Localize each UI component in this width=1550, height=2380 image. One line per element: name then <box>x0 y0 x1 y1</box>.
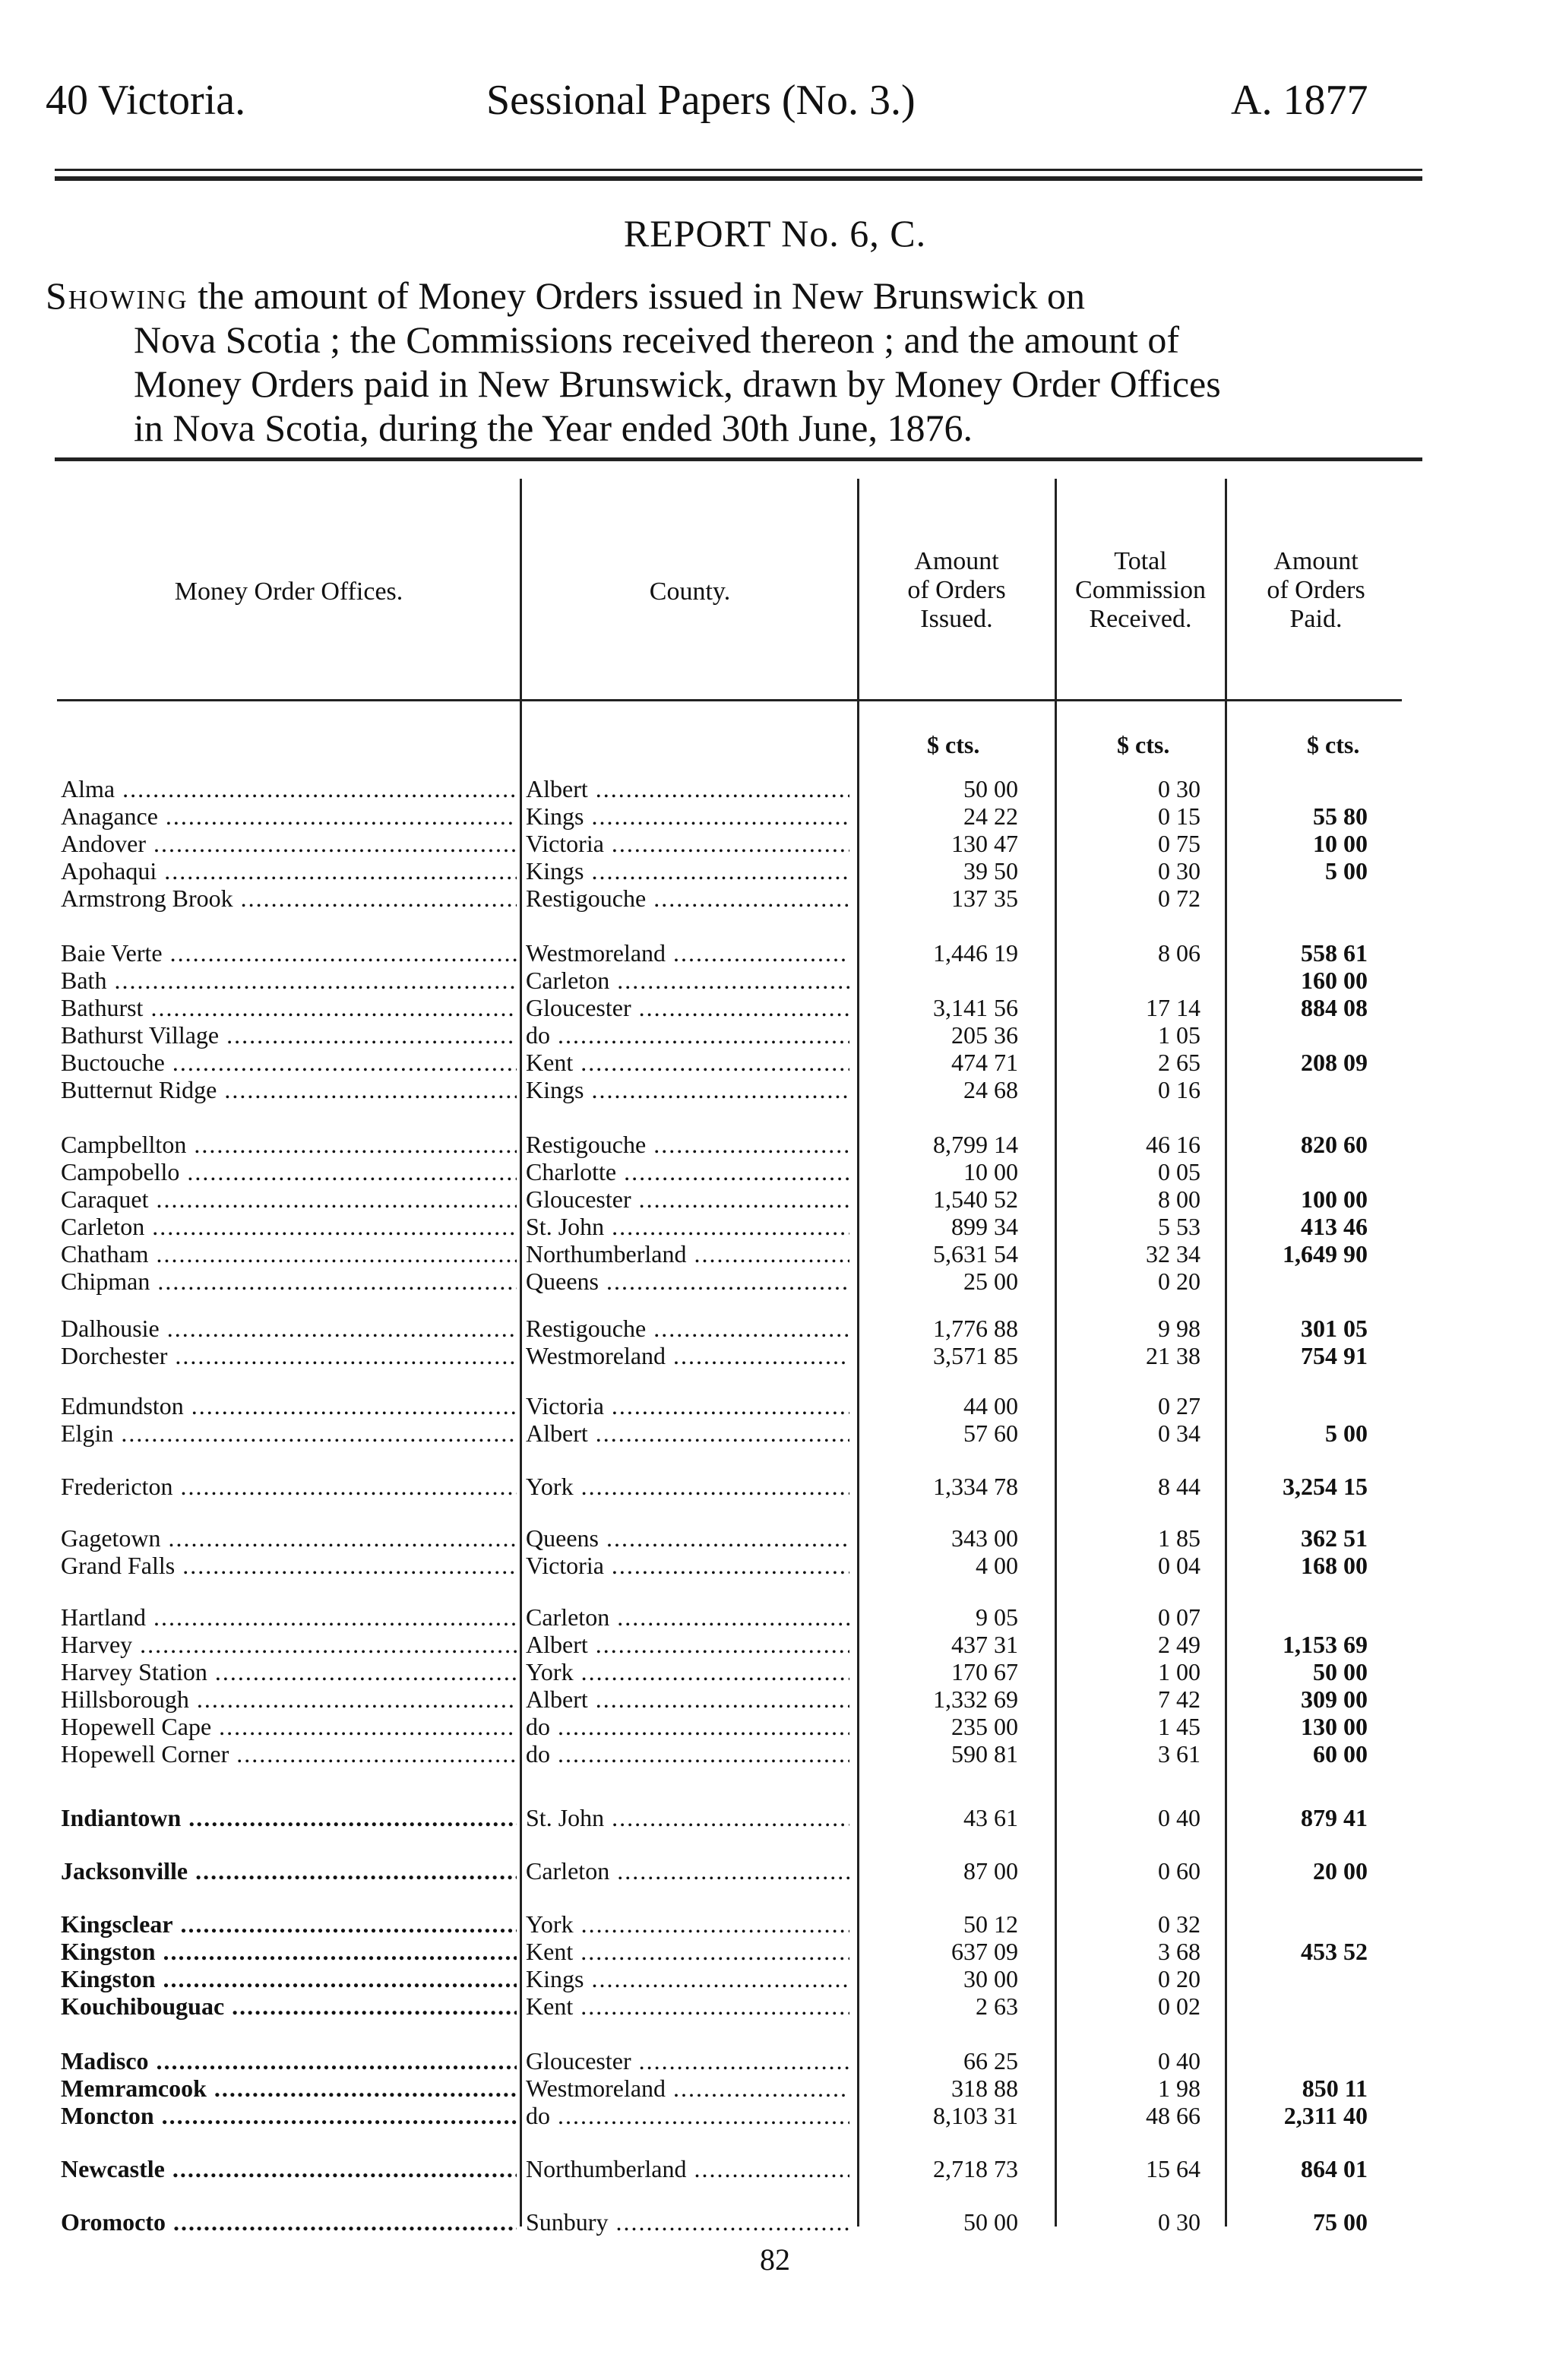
commission-cell: 1 98 <box>1158 2075 1200 2102</box>
county-cell: Carleton ..... <box>526 1603 849 1631</box>
table-row <box>0 1158 1550 1185</box>
table-row <box>0 1740 1550 1768</box>
issued-amount-cell: 137 35 <box>951 885 1018 912</box>
issued-amount-cell: 8,799 14 <box>933 1131 1018 1158</box>
commission-cell: 0 72 <box>1158 885 1200 912</box>
county-cell: Kings ..... <box>526 1965 849 1992</box>
commission-cell: 2 65 <box>1158 1049 1200 1076</box>
issued-amount-cell: 437 31 <box>951 1631 1018 1658</box>
commission-cell: 0 15 <box>1158 802 1200 830</box>
county-cell: York ..... <box>526 1910 849 1938</box>
issued-amount-cell: 130 47 <box>951 830 1018 857</box>
table-row <box>0 1315 1550 1342</box>
county-cell: Gloucester ..... <box>526 994 849 1021</box>
office-cell: Bathurst ..... <box>61 994 517 1021</box>
county-cell: York ..... <box>526 1473 849 1500</box>
office-cell: Memramcook ..... <box>61 2075 517 2102</box>
intro-rule <box>55 457 1422 461</box>
issued-amount-cell: 2,718 73 <box>933 2155 1018 2182</box>
county-cell: Albert ..... <box>526 1419 849 1447</box>
commission-header-line-2: Commission <box>1075 576 1206 604</box>
table-row <box>0 1419 1550 1447</box>
commission-cell: 46 16 <box>1146 1131 1200 1158</box>
issued-header-line-3: Issued. <box>920 605 993 633</box>
issued-amount-cell: 590 81 <box>951 1740 1018 1768</box>
county-cell: Restigouche ..... <box>526 885 849 912</box>
office-cell: Gagetown ..... <box>61 1524 517 1552</box>
table-row <box>0 1473 1550 1500</box>
table-row <box>0 1392 1550 1419</box>
paid-amount-cell: 1,649 90 <box>1283 1240 1368 1268</box>
issued-amount-cell: 66 25 <box>963 2047 1018 2075</box>
issued-amount-cell: 43 61 <box>963 1804 1018 1831</box>
issued-amount-cell: 343 00 <box>951 1524 1018 1552</box>
office-cell: Caraquet ..... <box>61 1185 517 1213</box>
paid-amount-cell: 309 00 <box>1301 1685 1368 1713</box>
commission-cell: 3 61 <box>1158 1740 1200 1768</box>
table-row <box>0 1342 1550 1369</box>
paid-amount-cell: 850 11 <box>1302 2075 1368 2102</box>
table-row <box>0 994 1550 1021</box>
paid-amount-cell: 55 80 <box>1313 802 1368 830</box>
issued-amount-cell: 1,334 78 <box>933 1473 1018 1500</box>
issued-amount-cell: 39 50 <box>963 857 1018 885</box>
office-cell: Bathurst Village ..... <box>61 1021 517 1049</box>
table-row <box>0 1938 1550 1965</box>
commission-cell: 1 05 <box>1158 1021 1200 1049</box>
commission-cell: 48 66 <box>1146 2102 1200 2129</box>
column-header-paid <box>1228 547 1404 634</box>
table-row <box>0 1552 1550 1579</box>
paid-amount-cell: 864 01 <box>1301 2155 1368 2182</box>
intro-line-1: the amount of Money Orders issued in New Brunswick on <box>198 274 1085 317</box>
county-cell: Queens ..... <box>526 1524 849 1552</box>
issued-amount-cell: 10 00 <box>963 1158 1018 1185</box>
issued-amount-cell: 3,141 56 <box>933 994 1018 1021</box>
commission-cell: 0 30 <box>1158 857 1200 885</box>
issued-amount-cell: 30 00 <box>963 1965 1018 1992</box>
paid-amount-cell: 160 00 <box>1301 967 1368 994</box>
issued-amount-cell: 87 00 <box>963 1857 1018 1885</box>
table-row <box>0 2208 1550 2236</box>
commission-cell: 0 40 <box>1158 2047 1200 2075</box>
issued-header-line-1: Amount <box>914 547 999 575</box>
column-header-issued <box>860 547 1053 634</box>
table-row <box>0 1213 1550 1240</box>
paid-amount-cell: 453 52 <box>1301 1938 1368 1965</box>
running-header-right: A. 1877 <box>1231 77 1368 124</box>
commission-cell: 0 30 <box>1158 2208 1200 2236</box>
county-cell: Victoria ..... <box>526 1552 849 1579</box>
issued-amount-cell: 1,332 69 <box>933 1685 1018 1713</box>
table-row <box>0 2102 1550 2129</box>
commission-cell: 32 34 <box>1146 1240 1200 1268</box>
issued-amount-cell: 205 36 <box>951 1021 1018 1049</box>
commission-cell: 0 04 <box>1158 1552 1200 1579</box>
county-cell: Carleton ..... <box>526 967 849 994</box>
office-cell: Bath ..... <box>61 967 517 994</box>
paid-amount-cell: 884 08 <box>1301 994 1368 1021</box>
commission-header-line-1: Total <box>1114 547 1167 575</box>
intro-line-3: Money Orders paid in New Brunswick, drawn by Money Order Offices <box>134 362 1221 405</box>
office-cell: Kingsclear ..... <box>61 1910 517 1938</box>
issued-amount-cell: 1,446 19 <box>933 939 1018 967</box>
table-row <box>0 1268 1550 1295</box>
issued-amount-cell: 170 67 <box>951 1658 1018 1685</box>
county-cell: Kent ..... <box>526 1049 849 1076</box>
office-cell: Butternut Ridge ..... <box>61 1076 517 1103</box>
commission-cell: 2 49 <box>1158 1631 1200 1658</box>
issued-amount-cell: 3,571 85 <box>933 1342 1018 1369</box>
running-header-center: Sessional Papers (No. 3.) <box>486 77 916 124</box>
table-row <box>0 802 1550 830</box>
paid-amount-cell: 362 51 <box>1301 1524 1368 1552</box>
units-issued: $ cts. <box>927 731 980 758</box>
office-cell: Apohaqui ..... <box>61 857 517 885</box>
county-cell: Restigouche ..... <box>526 1315 849 1342</box>
issued-amount-cell: 50 00 <box>963 2208 1018 2236</box>
county-cell: Westmoreland ..... <box>526 939 849 967</box>
header-rule-top <box>55 169 1422 171</box>
office-cell: Campobello ..... <box>61 1158 517 1185</box>
paid-amount-cell: 3,254 15 <box>1283 1473 1368 1500</box>
office-cell: Armstrong Brook ..... <box>61 885 517 912</box>
intro-lead: Showing <box>46 274 188 317</box>
office-cell: Alma ..... <box>61 775 517 802</box>
issued-amount-cell: 1,540 52 <box>933 1185 1018 1213</box>
office-cell: Elgin ..... <box>61 1419 517 1447</box>
office-cell: Hopewell Corner ..... <box>61 1740 517 1768</box>
issued-amount-cell: 24 22 <box>963 802 1018 830</box>
table-row <box>0 775 1550 802</box>
commission-cell: 8 06 <box>1158 939 1200 967</box>
paid-amount-cell: 10 00 <box>1313 830 1368 857</box>
county-cell: Albert ..... <box>526 1631 849 1658</box>
header-rule-bottom <box>55 176 1422 181</box>
commission-header-line-3: Received. <box>1089 605 1192 633</box>
county-cell: Kings ..... <box>526 802 849 830</box>
county-cell: Gloucester ..... <box>526 2047 849 2075</box>
office-cell: Anagance ..... <box>61 802 517 830</box>
commission-cell: 0 16 <box>1158 1076 1200 1103</box>
county-cell: Queens ..... <box>526 1268 849 1295</box>
issued-amount-cell: 474 71 <box>951 1049 1018 1076</box>
commission-cell: 1 45 <box>1158 1713 1200 1740</box>
table-row <box>0 1603 1550 1631</box>
office-cell: Andover ..... <box>61 830 517 857</box>
paid-amount-cell: 820 60 <box>1301 1131 1368 1158</box>
paid-amount-cell: 208 09 <box>1301 1049 1368 1076</box>
office-cell: Hopewell Cape ..... <box>61 1713 517 1740</box>
commission-cell: 0 05 <box>1158 1158 1200 1185</box>
commission-cell: 0 02 <box>1158 1992 1200 2020</box>
paid-amount-cell: 60 00 <box>1313 1740 1368 1768</box>
table-row <box>0 885 1550 912</box>
county-cell: Sunbury ..... <box>526 2208 849 2236</box>
intro-line-4: in Nova Scotia, during the Year ended 30th June, 1876. <box>134 407 973 449</box>
issued-amount-cell: 235 00 <box>951 1713 1018 1740</box>
commission-cell: 5 53 <box>1158 1213 1200 1240</box>
issued-amount-cell: 57 60 <box>963 1419 1018 1447</box>
paid-amount-cell: 2,311 40 <box>1283 2102 1368 2129</box>
commission-cell: 0 32 <box>1158 1910 1200 1938</box>
county-cell: Victoria ..... <box>526 830 849 857</box>
county-cell: Westmoreland ..... <box>526 1342 849 1369</box>
commission-cell: 8 00 <box>1158 1185 1200 1213</box>
paid-amount-cell: 75 00 <box>1313 2208 1368 2236</box>
table-row <box>0 830 1550 857</box>
table-row <box>0 1965 1550 1992</box>
office-cell: Jacksonville ..... <box>61 1857 517 1885</box>
county-cell: Albert ..... <box>526 1685 849 1713</box>
office-cell: Dalhousie ..... <box>61 1315 517 1342</box>
county-cell: St. John ..... <box>526 1804 849 1831</box>
county-cell: Gloucester ..... <box>526 1185 849 1213</box>
report-title: REPORT No. 6, C. <box>623 212 927 255</box>
office-cell: Kingston ..... <box>61 1938 517 1965</box>
column-header-county: County. <box>649 578 731 606</box>
commission-cell: 0 60 <box>1158 1857 1200 1885</box>
paid-amount-cell: 5 00 <box>1325 857 1368 885</box>
report-description <box>46 274 1428 450</box>
office-cell: Fredericton ..... <box>61 1473 517 1500</box>
table-row <box>0 1713 1550 1740</box>
paid-amount-cell: 50 00 <box>1313 1658 1368 1685</box>
commission-cell: 1 00 <box>1158 1658 1200 1685</box>
paid-amount-cell: 100 00 <box>1301 1185 1368 1213</box>
issued-amount-cell: 637 09 <box>951 1938 1018 1965</box>
commission-cell: 0 07 <box>1158 1603 1200 1631</box>
table-row <box>0 2075 1550 2102</box>
office-cell: Chipman ..... <box>61 1268 517 1295</box>
table-row <box>0 939 1550 967</box>
office-cell: Oromocto ..... <box>61 2208 517 2236</box>
county-cell: Northumberland ..... <box>526 2155 849 2182</box>
county-cell: Westmoreland ..... <box>526 2075 849 2102</box>
paid-amount-cell: 1,153 69 <box>1283 1631 1368 1658</box>
issued-header-line-2: of Orders <box>907 576 1006 604</box>
table-row <box>0 1076 1550 1103</box>
paid-header-line-3: Paid. <box>1289 605 1343 633</box>
issued-amount-cell: 25 00 <box>963 1268 1018 1295</box>
office-cell: Campbellton ..... <box>61 1131 517 1158</box>
county-cell: Kings ..... <box>526 1076 849 1103</box>
commission-cell: 0 30 <box>1158 775 1200 802</box>
issued-amount-cell: 2 63 <box>976 1992 1018 2020</box>
issued-amount-cell: 899 34 <box>951 1213 1018 1240</box>
office-cell: Edmundston ..... <box>61 1392 517 1419</box>
commission-cell: 21 38 <box>1146 1342 1200 1369</box>
issued-amount-cell: 50 00 <box>963 775 1018 802</box>
office-cell: Harvey ..... <box>61 1631 517 1658</box>
commission-cell: 0 40 <box>1158 1804 1200 1831</box>
county-cell: do ..... <box>526 1713 849 1740</box>
intro-line-2: Nova Scotia ; the Commissions received thereon ; and the amount of <box>134 318 1180 361</box>
issued-amount-cell: 50 12 <box>963 1910 1018 1938</box>
office-cell: Buctouche ..... <box>61 1049 517 1076</box>
table-row <box>0 1240 1550 1268</box>
office-cell: Chatham ..... <box>61 1240 517 1268</box>
issued-amount-cell: 24 68 <box>963 1076 1018 1103</box>
office-cell: Baie Verte ..... <box>61 939 517 967</box>
paid-amount-cell: 301 05 <box>1301 1315 1368 1342</box>
issued-amount-cell: 44 00 <box>963 1392 1018 1419</box>
commission-cell: 9 98 <box>1158 1315 1200 1342</box>
paid-amount-cell: 5 00 <box>1325 1419 1368 1447</box>
county-cell: Albert ..... <box>526 775 849 802</box>
issued-amount-cell: 1,776 88 <box>933 1315 1018 1342</box>
table-row <box>0 857 1550 885</box>
office-cell: Harvey Station ..... <box>61 1658 517 1685</box>
issued-amount-cell: 5,631 54 <box>933 1240 1018 1268</box>
table-row <box>0 1049 1550 1076</box>
table-row <box>0 1021 1550 1049</box>
county-cell: Kent ..... <box>526 1992 849 2020</box>
table-row <box>0 1857 1550 1885</box>
paid-amount-cell: 754 91 <box>1301 1342 1368 1369</box>
office-cell: Hillsborough ..... <box>61 1685 517 1713</box>
commission-cell: 0 27 <box>1158 1392 1200 1419</box>
office-cell: Carleton ..... <box>61 1213 517 1240</box>
paid-amount-cell: 413 46 <box>1301 1213 1368 1240</box>
table-row <box>0 1685 1550 1713</box>
commission-cell: 0 34 <box>1158 1419 1200 1447</box>
paid-amount-cell: 879 41 <box>1301 1804 1368 1831</box>
county-cell: do ..... <box>526 2102 849 2129</box>
issued-amount-cell: 9 05 <box>976 1603 1018 1631</box>
table-row <box>0 1910 1550 1938</box>
office-cell: Kingston ..... <box>61 1965 517 1992</box>
county-cell: St. John ..... <box>526 1213 849 1240</box>
commission-cell: 15 64 <box>1146 2155 1200 2182</box>
paid-header-line-2: of Orders <box>1267 576 1365 604</box>
units-paid: $ cts. <box>1307 731 1360 758</box>
office-cell: Hartland ..... <box>61 1603 517 1631</box>
running-header-left: 40 Victoria. <box>46 77 246 124</box>
commission-cell: 0 75 <box>1158 830 1200 857</box>
commission-cell: 1 85 <box>1158 1524 1200 1552</box>
table-row <box>0 1631 1550 1658</box>
paid-amount-cell: 20 00 <box>1313 1857 1368 1885</box>
county-cell: Kent ..... <box>526 1938 849 1965</box>
county-cell: Charlotte ..... <box>526 1158 849 1185</box>
office-cell: Madisco ..... <box>61 2047 517 2075</box>
county-cell: Victoria ..... <box>526 1392 849 1419</box>
paid-header-line-1: Amount <box>1273 547 1359 575</box>
office-cell: Dorchester ..... <box>61 1342 517 1369</box>
header-underline <box>57 699 1402 701</box>
table-row <box>0 967 1550 994</box>
paid-amount-cell: 558 61 <box>1301 939 1368 967</box>
column-header-office: Money Order Offices. <box>174 578 403 606</box>
table-row <box>0 1804 1550 1831</box>
county-cell: Kings ..... <box>526 857 849 885</box>
county-cell: Restigouche ..... <box>526 1131 849 1158</box>
table-row <box>0 1992 1550 2020</box>
column-header-commission <box>1058 547 1223 634</box>
table-row <box>0 2047 1550 2075</box>
paid-amount-cell: 168 00 <box>1301 1552 1368 1579</box>
table-row <box>0 1131 1550 1158</box>
office-cell: Grand Falls ..... <box>61 1552 517 1579</box>
commission-cell: 7 42 <box>1158 1685 1200 1713</box>
issued-amount-cell: 318 88 <box>951 2075 1018 2102</box>
table-row <box>0 1185 1550 1213</box>
commission-cell: 3 68 <box>1158 1938 1200 1965</box>
county-cell: do ..... <box>526 1021 849 1049</box>
county-cell: do ..... <box>526 1740 849 1768</box>
office-cell: Moncton ..... <box>61 2102 517 2129</box>
table-row <box>0 2155 1550 2182</box>
county-cell: York ..... <box>526 1658 849 1685</box>
county-cell: Carleton ..... <box>526 1857 849 1885</box>
commission-cell: 0 20 <box>1158 1268 1200 1295</box>
issued-amount-cell: 8,103 31 <box>933 2102 1018 2129</box>
office-cell: Indiantown ..... <box>61 1804 517 1831</box>
commission-cell: 8 44 <box>1158 1473 1200 1500</box>
commission-cell: 0 20 <box>1158 1965 1200 1992</box>
paid-amount-cell: 130 00 <box>1301 1713 1368 1740</box>
page-number: 82 <box>760 2242 790 2277</box>
county-cell: Northumberland ..... <box>526 1240 849 1268</box>
office-cell: Kouchibouguac ..... <box>61 1992 517 2020</box>
table-row <box>0 1524 1550 1552</box>
table-row <box>0 1658 1550 1685</box>
issued-amount-cell: 4 00 <box>976 1552 1018 1579</box>
commission-cell: 17 14 <box>1146 994 1200 1021</box>
office-cell: Newcastle ..... <box>61 2155 517 2182</box>
units-commission: $ cts. <box>1117 731 1170 758</box>
